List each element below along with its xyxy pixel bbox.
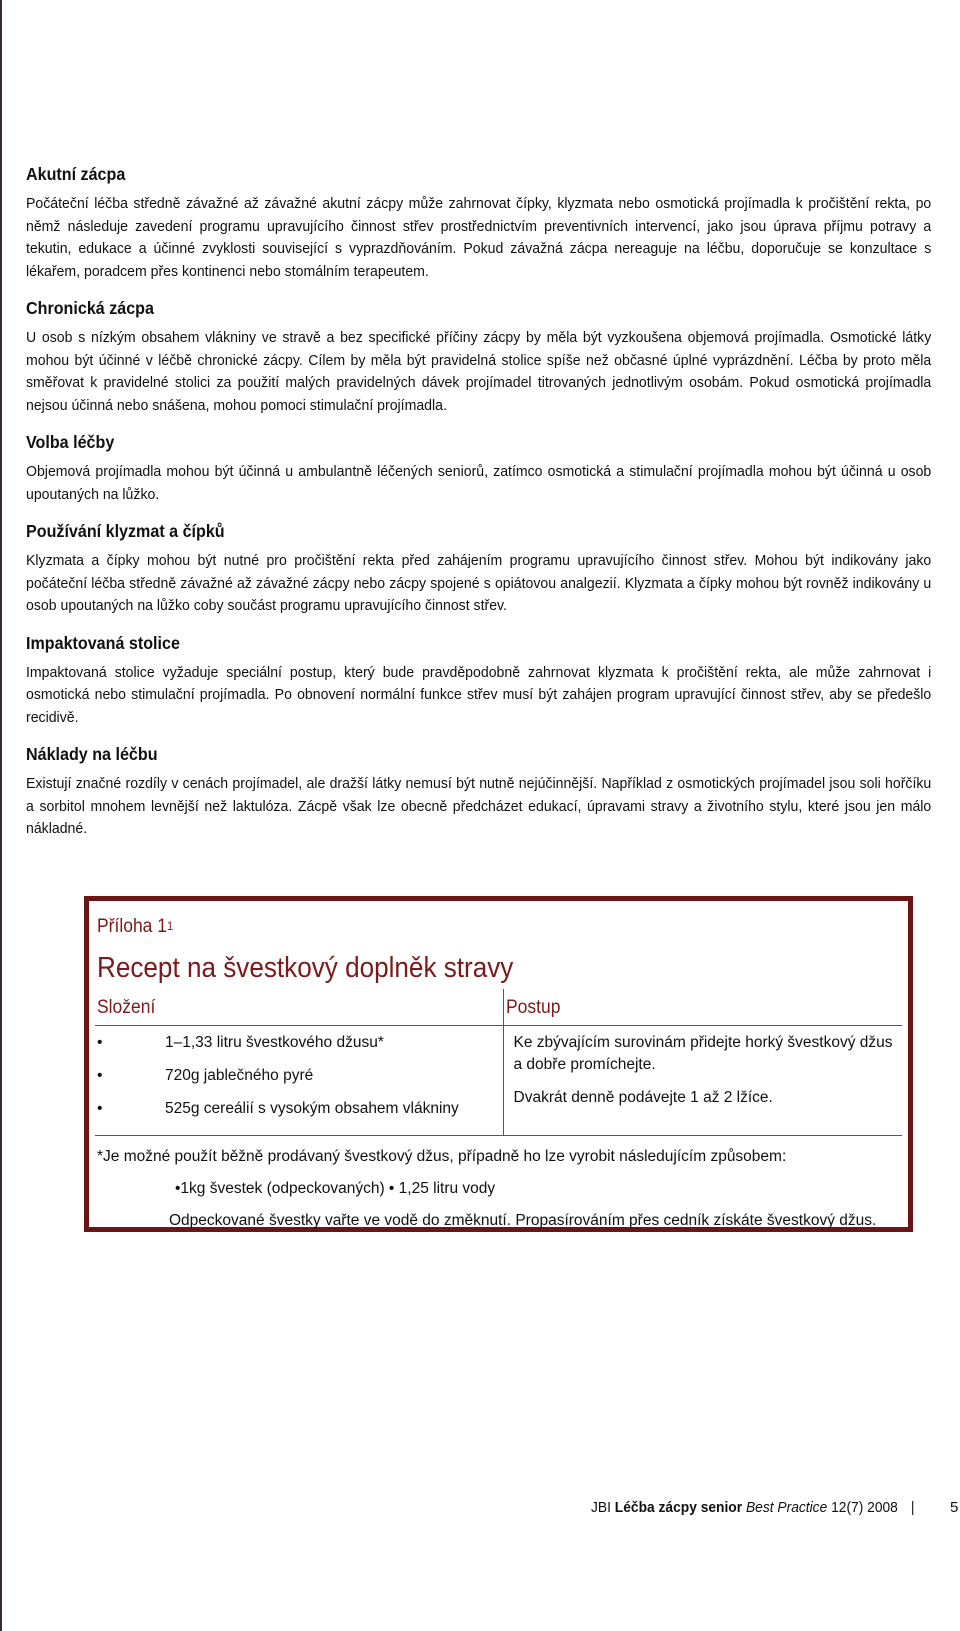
appendix-label — [97, 915, 838, 939]
method-step: Dvakrát denně podávejte 1 až 2 lžíce. — [513, 1089, 773, 1106]
page-left-edge-rule — [0, 0, 2, 1631]
list-item: • 720g jablečného pyré — [97, 1065, 501, 1098]
footer-org: JBI — [591, 1499, 611, 1516]
list-item: • 525g cereálií s vysokým obsahem vlákniny — [97, 1098, 501, 1131]
section-naklady-na-lecbu — [26, 743, 932, 841]
section-heading: Používání klyzmat a čípků — [26, 521, 225, 541]
section-heading: Impaktovaná stolice — [26, 632, 180, 653]
bullet-icon: • — [97, 1034, 103, 1051]
footer-separator: | — [910, 1499, 915, 1516]
appendix-footnote-ref: 1 — [166, 919, 174, 933]
appendix-title: Recept na švestkový doplněk stravy — [97, 952, 514, 984]
section-paragraph: U osob s nízkým obsahem vlákniny ve stravě a bez specifické příčiny zácpy by měla být vyzkoušena objemová projímadla. Osmotické látky mohou být účinné v léčbě chronické zácpy. Cílem by měla být pravidelná stolice spíše než občasné úplné vyprázdnění. Léčba by proto měla směřovat k pravidelné stolici za použití malých pravidelných dávek projímadel titrovaných jednotlivým osobám. Pokud osmotická projímadla nejsou účinná nebo snášena, mohou pomoci stimulační projímadla. — [26, 329, 932, 414]
section-klyzmata-cipky — [26, 520, 932, 618]
section-heading: Volba léčby — [26, 432, 115, 452]
note-method: Odpeckované švestky vařte ve vodě do změknutí. Propasírováním přes cedník získáte švestkový džus. — [169, 1212, 877, 1229]
section-impaktovana-stolice — [26, 632, 932, 730]
list-item: • 1–1,33 litru švestkového džusu* — [97, 1032, 501, 1065]
section-paragraph: Počáteční léčba středně závažné až závažné akutní zácpy může zahrnovat čípky, klyzmata nebo osmotická projímadla k pročištění rekta, po němž následuje zavedení programu upravujícího činnost střev prostřednictvím preventivních intervencí, jako jsou úprava příjmu potravy a tekutin, edukace a účinné zvyklosti související s vyprazdňováním. Pokud závažná zácpa nereaguje na léčbu, doporučuje se konzultace s lékařem, poradcem přes kontinenci nebo stomálním terapeutem. — [26, 195, 932, 280]
page-number: 5 — [950, 1499, 959, 1516]
appendix-label-text: Příloha 1 — [97, 916, 167, 937]
appendix-box — [84, 896, 913, 1232]
footer-series: Best Practice — [745, 1499, 828, 1516]
method-cell — [503, 1026, 902, 1136]
footer-title: Léčba zácpy senior — [614, 1499, 743, 1516]
document-body — [26, 163, 932, 849]
ingredients-cell — [95, 1026, 503, 1136]
note-ingredients: •1kg švestek (odpeckovaných) • 1,25 litru vody — [175, 1180, 496, 1197]
section-paragraph: Impaktovaná stolice vyžaduje speciální postup, který bude pravděpodobně zahrnovat klyzmata k pročištění rekta, ale může zahrnovat i osmotická nebo stimulační projímadla. Po obnovení normální funkce střev musí být zahájen program upravující činnost střev, aby se předešlo recidivě. — [26, 663, 932, 726]
section-paragraph: Objemová projímadla mohou být účinná u ambulantně léčených seniorů, zatímco osmotická a stimulační projímadla mohou být účinná u osob upoutaných na lůžko. — [26, 463, 932, 503]
ingredients-list — [97, 1032, 501, 1131]
section-paragraph: Klyzmata a čípky mohou být nutné pro pročištění rekta před zahájením programu upravujícího činnost střev. Mohou být indikovány jako počáteční léčba středně závažné až závažné zácpy nebo zácpy spojené s opiátovou analgezií. Klyzmata a čípky mohou být rovněž indikovány u osob upoutaných na lůžko coby součást programu upravujícího činnost střev. — [26, 552, 932, 614]
section-paragraph: Existují značné rozdíly v cenách projímadel, ale dražší látky nemusí být nutně nejúčinnější. Například z osmotických projímadel jsou soli hořčíku a sorbitol mnohem levnější než laktulóza. Zácpě však lze obecně předcházet edukací, úpravami stravy a životního stylu, které jsou jen málo nákladné. — [26, 775, 932, 837]
section-heading: Chronická zácpa — [26, 298, 154, 318]
recipe-table — [95, 989, 902, 1136]
note-text: *Je možné použít běžně prodávaný švestkový džus, případně ho lze vyrobit následujícím způsobem: — [97, 1148, 787, 1165]
section-heading: Náklady na léčbu — [26, 744, 158, 764]
ingredients-header: Složení — [95, 989, 503, 1026]
page-footer — [591, 1499, 924, 1516]
appendix-note — [95, 1136, 902, 1232]
method-step: Ke zbývajícím surovinám přidejte horký švestkový džus a dobře promíchejte. — [513, 1034, 893, 1073]
bullet-icon: • — [97, 1100, 103, 1117]
section-heading: Akutní zácpa — [26, 164, 126, 184]
section-akutni-zacpa — [26, 163, 932, 283]
section-volba-lecby — [26, 431, 932, 506]
section-chronicka-zacpa — [26, 297, 932, 417]
bullet-icon: • — [97, 1067, 103, 1084]
method-header: Postup — [503, 989, 902, 1026]
footer-issue: 12(7) 2008 — [831, 1499, 898, 1516]
